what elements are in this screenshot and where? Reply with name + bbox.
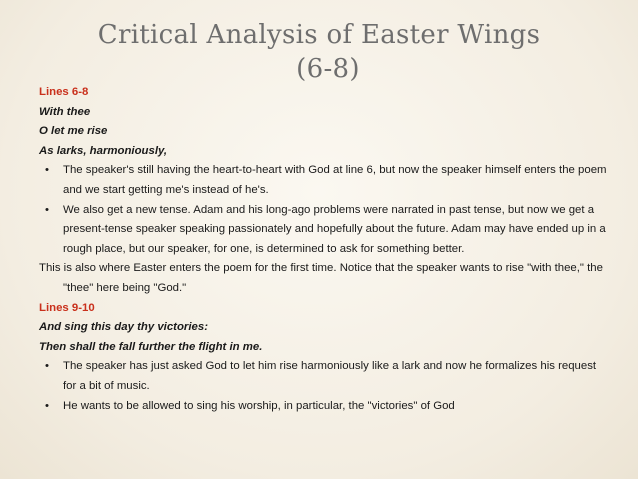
slide-title — [0, 18, 638, 86]
bullet-item — [39, 357, 609, 396]
title-line-2: (6-8) — [296, 54, 360, 84]
verse-line: O let me rise — [39, 125, 108, 138]
bullet-text: The speaker's still having the heart-to-heart with God at line 6, but now the speaker himself enters the poem and we start getting me's instead of he's. — [63, 164, 607, 196]
bullet-text: The speaker has just asked God to let him rise harmoniously like a lark and now he formalizes his request for a bit of music. — [63, 360, 597, 392]
bullet-dot: • — [45, 164, 49, 177]
verse-line: With thee — [39, 105, 91, 118]
title-line-1: Critical Analysis of Easter Wings — [97, 20, 541, 50]
verse-line: As larks, harmoniously, — [39, 144, 168, 157]
bullet-item — [39, 201, 609, 260]
verse-line: Then shall the fall further the flight in me. — [39, 340, 263, 353]
bullet-dot: • — [45, 203, 49, 216]
section-heading-lines-6-8: Lines 6-8 — [39, 86, 89, 98]
section-heading-lines-9-10: Lines 9-10 — [39, 301, 95, 314]
bullet-text: He wants to be allowed to sing his worship, in particular, the "victories" of God — [63, 399, 455, 412]
verse-line: And sing this day thy victories: — [39, 321, 208, 334]
bullet-item — [39, 161, 609, 200]
bullet-text: We also get a new tense. Adam and his long-ago problems were narrated in past tense, but now we get a present-tense speaker speaking passionately and hopefully about the future. Adam may have ended up in a rough place, but our speaker, for one, is determined to ask for something better. — [63, 203, 606, 255]
bullet-dot: • — [45, 360, 49, 373]
paragraph-easter: This is also where Easter enters the poem for the first time. Notice that the speaker wants to rise "with thee," the "thee" here being "God." — [39, 262, 603, 294]
slide-body — [39, 83, 609, 416]
bullet-item — [39, 397, 609, 417]
bullet-dot: • — [45, 399, 49, 412]
